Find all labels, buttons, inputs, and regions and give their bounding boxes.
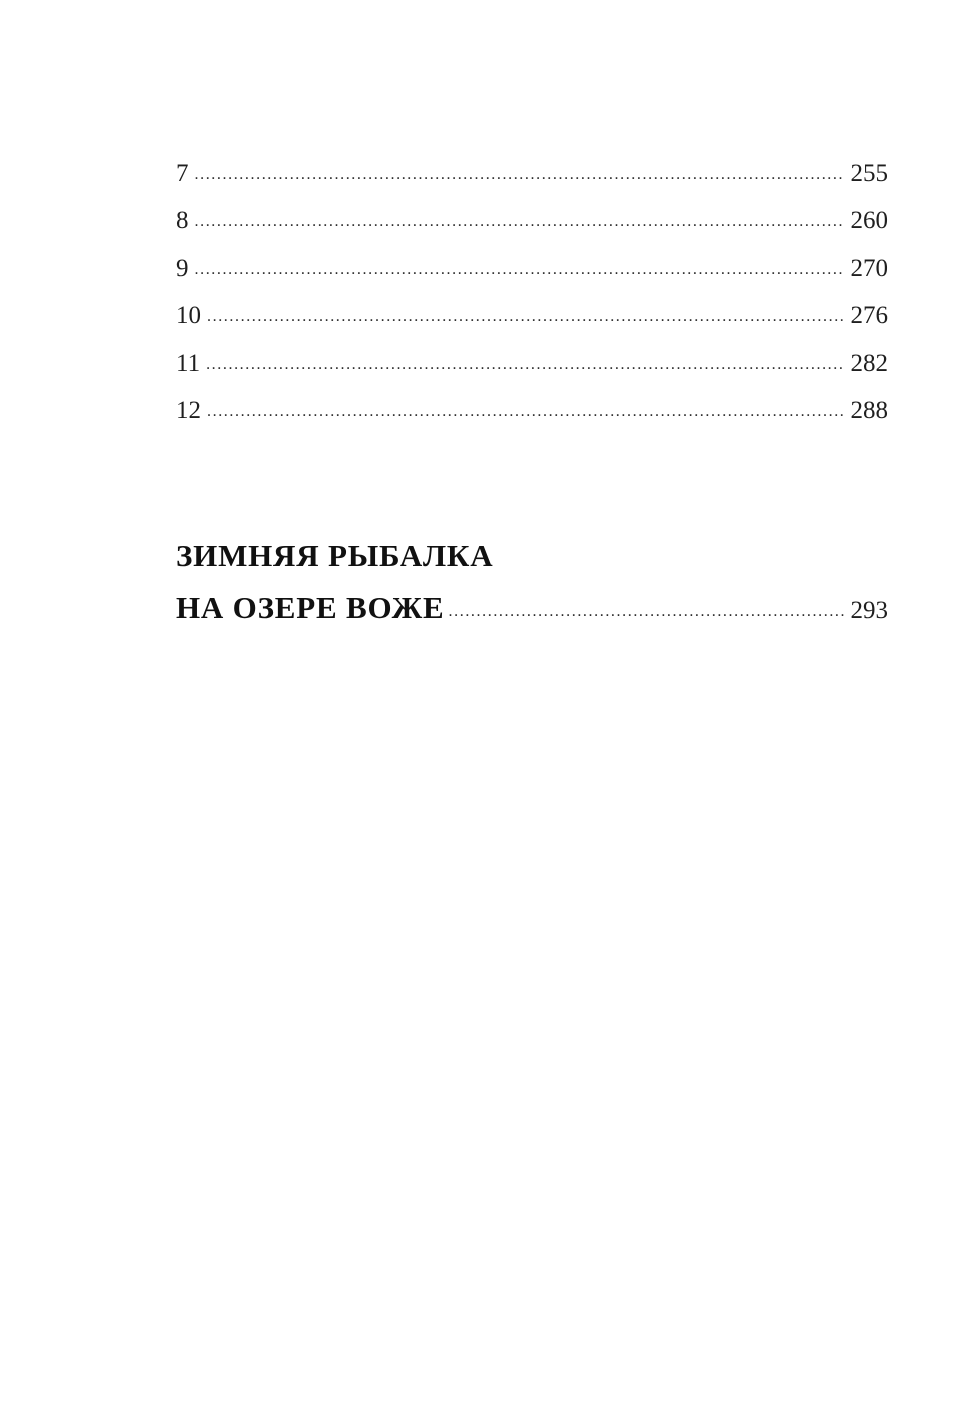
toc-entry-page: 282: [850, 349, 888, 377]
dot-leader: [207, 290, 845, 340]
toc-entry: [176, 245, 888, 292]
section-page-number: 293: [850, 597, 888, 624]
toc-entry: [176, 387, 888, 434]
toc-entry-label: 9: [176, 254, 189, 282]
dot-leader: [195, 243, 845, 293]
toc-entry-label: 12: [176, 396, 201, 424]
toc-entry-page: 255: [850, 160, 888, 187]
toc-entry-label: 11: [176, 349, 201, 377]
toc-entry-label: 7: [176, 160, 189, 187]
section-title-row: [176, 582, 888, 634]
dot-leader: [207, 385, 845, 435]
section-title-line-1: ЗИМНЯЯ РЫБАЛКА: [176, 538, 494, 573]
toc-entry: [176, 150, 888, 197]
toc-entry-label: 8: [176, 207, 189, 235]
toc-entry-page: 270: [850, 254, 888, 282]
table-of-contents: [176, 150, 888, 434]
section-title-line-2: НА ОЗЕРЕ ВОЖЕ: [176, 590, 445, 625]
toc-section-heading: [176, 530, 888, 634]
dot-leader: [206, 338, 844, 388]
toc-entry: [176, 292, 888, 339]
dot-leader: [195, 148, 845, 198]
toc-entry-page: 260: [850, 207, 888, 235]
toc-entry: [176, 340, 888, 387]
toc-entry: [176, 197, 888, 244]
toc-entry-label: 10: [176, 302, 201, 330]
dot-leader: [449, 586, 845, 638]
toc-entry-page: 276: [850, 302, 888, 330]
toc-entry-page: 288: [850, 396, 888, 424]
dot-leader: [195, 195, 845, 245]
